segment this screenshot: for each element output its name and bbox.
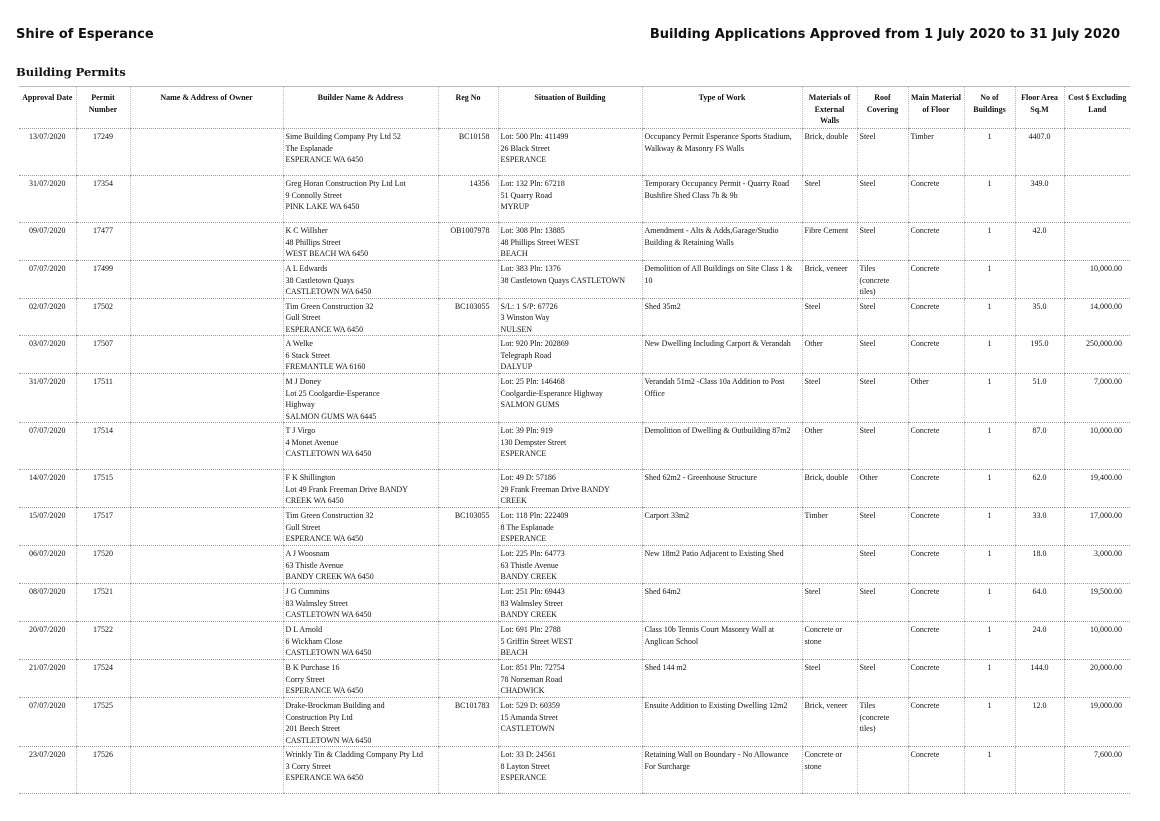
cell-approval-date: 06/07/2020 [19,546,76,584]
cell-approval-date: 07/07/2020 [19,261,76,299]
cell-permit-number: 17511 [76,374,130,423]
cell-no-of-buildings: 1 [964,336,1015,374]
cell-roof-covering [857,747,908,794]
cell-reg-no [438,374,498,423]
cell-builder: J G Cummins 83 Walmsley Street CASTLETOWN WA 6450 [283,584,438,622]
cell-roof-covering: Steel [857,508,908,546]
cell-owner [130,698,283,747]
cell-no-of-buildings: 1 [964,584,1015,622]
cell-approval-date: 31/07/2020 [19,374,76,423]
table-body [19,129,1130,794]
cell-cost [1064,176,1130,223]
cell-approval-date: 15/07/2020 [19,508,76,546]
cell-owner [130,298,283,336]
col-header-floor-material: Main Material of Floor [908,87,964,129]
cell-permit-number: 17521 [76,584,130,622]
cell-floor-area: 51.0 [1015,374,1064,423]
cell-roof-covering: Steel [857,298,908,336]
cell-owner [130,660,283,698]
cell-reg-no: BC103055 [438,298,498,336]
cell-builder: Tim Green Construction 32 Gull Street ESPERANCE WA 6450 [283,298,438,336]
cell-permit-number: 17515 [76,470,130,508]
cell-builder: Tim Green Construction 32 Gull Street ESPERANCE WA 6450 [283,508,438,546]
cell-approval-date: 21/07/2020 [19,660,76,698]
cell-no-of-buildings: 1 [964,223,1015,261]
cell-cost: 14,000.00 [1064,298,1130,336]
cell-floor-material: Concrete [908,660,964,698]
cell-type-of-work: Carport 33m2 [642,508,802,546]
cell-no-of-buildings: 1 [964,622,1015,660]
cell-floor-area: 64.0 [1015,584,1064,622]
cell-reg-no [438,622,498,660]
cell-situation: Lot: 500 Pln: 411499 26 Black Street ESPERANCE [498,129,642,176]
cell-floor-area [1015,261,1064,299]
cell-owner [130,176,283,223]
cell-situation: S/L: 1 S/P: 67726 3 Winston Way NULSEN [498,298,642,336]
cell-external-walls: Fibre Cement [802,223,857,261]
cell-approval-date: 07/07/2020 [19,698,76,747]
cell-permit-number: 17499 [76,261,130,299]
cell-roof-covering: Steel [857,129,908,176]
table-row [19,508,1130,546]
cell-floor-material: Concrete [908,470,964,508]
cell-reg-no: BC10158 [438,129,498,176]
cell-approval-date: 13/07/2020 [19,129,76,176]
cell-floor-material: Concrete [908,622,964,660]
cell-permit-number: 17522 [76,622,130,660]
cell-approval-date: 31/07/2020 [19,176,76,223]
cell-owner [130,747,283,794]
cell-floor-material: Concrete [908,698,964,747]
cell-situation: Lot: 691 Pln: 2788 5 Griffin Street WEST BEACH [498,622,642,660]
cell-permit-number: 17525 [76,698,130,747]
cell-floor-material: Concrete [908,508,964,546]
cell-roof-covering: Steel [857,176,908,223]
cell-external-walls: Concrete or stone [802,622,857,660]
cell-roof-covering: Steel [857,374,908,423]
cell-cost: 20,000.00 [1064,660,1130,698]
cell-roof-covering: Steel [857,660,908,698]
col-header-external-walls: Materials of External Walls [802,87,857,129]
cell-type-of-work: Retaining Wall on Boundary - No Allowance For Surcharge [642,747,802,794]
cell-builder: D L Arnold 6 Wickham Close CASTLETOWN WA 6450 [283,622,438,660]
cell-type-of-work: Shed 64m2 [642,584,802,622]
table-row [19,223,1130,261]
cell-roof-covering: Steel [857,336,908,374]
cell-owner [130,261,283,299]
cell-floor-area: 18.0 [1015,546,1064,584]
cell-floor-material: Concrete [908,176,964,223]
cell-no-of-buildings: 1 [964,374,1015,423]
cell-reg-no: BC101783 [438,698,498,747]
table-row [19,129,1130,176]
cell-owner [130,423,283,470]
cell-builder: F K Shillington Lot 49 Frank Freeman Drive BANDY CREEK WA 6450 [283,470,438,508]
cell-cost: 19,400.00 [1064,470,1130,508]
cell-external-walls: Steel [802,584,857,622]
cell-no-of-buildings: 1 [964,261,1015,299]
cell-reg-no [438,747,498,794]
cell-roof-covering: Steel [857,423,908,470]
cell-builder: B K Purchase 16 Corry Street ESPERANCE WA 6450 [283,660,438,698]
cell-reg-no: OB1007978 [438,223,498,261]
cell-floor-material: Other [908,374,964,423]
table-row [19,622,1130,660]
cell-external-walls: Brick, double [802,129,857,176]
table-row [19,470,1130,508]
col-header-permit-number: Permit Number [76,87,130,129]
cell-reg-no [438,660,498,698]
shire-title: Shire of Esperance [16,27,154,42]
cell-floor-area: 33.0 [1015,508,1064,546]
col-header-owner: Name & Address of Owner [130,87,283,129]
cell-situation: Lot: 225 Pln: 64773 63 Thistle Avenue BANDY CREEK [498,546,642,584]
cell-type-of-work: Shed 35m2 [642,298,802,336]
cell-no-of-buildings: 1 [964,660,1015,698]
cell-owner [130,584,283,622]
cell-builder: M J Doney Lot 25 Coolgardie-Esperance Highway SALMON GUMS WA 6445 [283,374,438,423]
cell-owner [130,336,283,374]
cell-floor-area: 12.0 [1015,698,1064,747]
cell-owner [130,546,283,584]
cell-floor-area: 4407.0 [1015,129,1064,176]
cell-permit-number: 17526 [76,747,130,794]
cell-floor-material: Concrete [908,336,964,374]
cell-external-walls: Steel [802,374,857,423]
permits-table [19,86,1130,794]
cell-reg-no [438,584,498,622]
cell-no-of-buildings: 1 [964,298,1015,336]
cell-permit-number: 17354 [76,176,130,223]
cell-cost: 10,000.00 [1064,423,1130,470]
cell-permit-number: 17477 [76,223,130,261]
cell-owner [130,508,283,546]
cell-external-walls: Concrete or stone [802,747,857,794]
cell-permit-number: 17520 [76,546,130,584]
cell-floor-material: Concrete [908,747,964,794]
cell-builder: Sime Building Company Pty Ltd 52 The Esplanade ESPERANCE WA 6450 [283,129,438,176]
cell-floor-material: Concrete [908,223,964,261]
cell-builder: Wrinkly Tin & Cladding Company Pty Ltd 3 Corry Street ESPERANCE WA 6450 [283,747,438,794]
cell-no-of-buildings: 1 [964,747,1015,794]
cell-no-of-buildings: 1 [964,546,1015,584]
cell-reg-no: 14356 [438,176,498,223]
cell-situation: Lot: 132 Pln: 67218 51 Quarry Road MYRUP [498,176,642,223]
cell-situation: Lot: 251 Pln: 69443 83 Walmsley Street BANDY CREEK [498,584,642,622]
cell-cost: 10,000.00 [1064,622,1130,660]
report-title: Building Applications Approved from 1 July 2020 to 31 July 2020 [649,27,1120,42]
table-row [19,747,1130,794]
cell-floor-area: 62.0 [1015,470,1064,508]
cell-floor-area: 349.0 [1015,176,1064,223]
cell-type-of-work: Ensuite Addition to Existing Dwelling 12m2 [642,698,802,747]
cell-type-of-work: Demolition of Dwelling & Outbuilding 87m2 [642,423,802,470]
cell-reg-no: BC103055 [438,508,498,546]
cell-floor-area: 35.0 [1015,298,1064,336]
cell-type-of-work: Shed 144 m2 [642,660,802,698]
table-row [19,336,1130,374]
cell-floor-material: Concrete [908,546,964,584]
section-title: Building Permits [16,65,126,79]
cell-approval-date: 14/07/2020 [19,470,76,508]
cell-roof-covering: Steel [857,584,908,622]
cell-permit-number: 17507 [76,336,130,374]
cell-external-walls: Steel [802,298,857,336]
cell-floor-area: 144.0 [1015,660,1064,698]
cell-roof-covering [857,622,908,660]
cell-situation: Lot: 25 Pln: 146468 Coolgardie-Esperance Highway SALMON GUMS [498,374,642,423]
cell-reg-no [438,546,498,584]
cell-type-of-work: Verandah 51m2 -Class 10a Addition to Post Office [642,374,802,423]
table-row [19,261,1130,299]
cell-type-of-work: New Dwelling Including Carport & Verandah [642,336,802,374]
cell-cost: 19,000.00 [1064,698,1130,747]
cell-situation: Lot: 33 D: 24561 8 Layton Street ESPERANCE [498,747,642,794]
cell-builder: K C Willsher 48 Phillips Street WEST BEACH WA 6450 [283,223,438,261]
cell-owner [130,374,283,423]
col-header-situation: Situation of Building [498,87,642,129]
table-row [19,546,1130,584]
cell-type-of-work: Occupancy Permit Esperance Sports Stadium, Walkway & Masonry FS Walls [642,129,802,176]
cell-floor-area [1015,747,1064,794]
cell-cost: 3,000.00 [1064,546,1130,584]
cell-floor-area: 42.0 [1015,223,1064,261]
cell-situation: Lot: 118 Pln: 222409 8 The Esplanade ESPERANCE [498,508,642,546]
cell-external-walls: Other [802,423,857,470]
cell-external-walls: Steel [802,176,857,223]
cell-approval-date: 02/07/2020 [19,298,76,336]
cell-builder: A Welke 6 Stack Street FREMANTLE WA 6160 [283,336,438,374]
cell-floor-material: Concrete [908,584,964,622]
cell-owner [130,622,283,660]
cell-situation: Lot: 920 Pln: 202869 Telegraph Road DALYUP [498,336,642,374]
cell-owner [130,470,283,508]
cell-permit-number: 17524 [76,660,130,698]
cell-cost: 250,000.00 [1064,336,1130,374]
cell-external-walls: Brick, veneer [802,261,857,299]
cell-cost [1064,223,1130,261]
cell-approval-date: 03/07/2020 [19,336,76,374]
cell-floor-material: Concrete [908,423,964,470]
cell-permit-number: 17249 [76,129,130,176]
cell-builder: Greg Horan Construction Pty Ltd Lot 9 Connolly Street PINK LAKE WA 6450 [283,176,438,223]
cell-external-walls: Brick, double [802,470,857,508]
cell-roof-covering: Steel [857,546,908,584]
cell-approval-date: 09/07/2020 [19,223,76,261]
cell-floor-material: Timber [908,129,964,176]
cell-reg-no [438,423,498,470]
cell-roof-covering: Tiles (concrete tiles) [857,261,908,299]
col-header-approval-date: Approval Date [19,87,76,129]
cell-reg-no [438,336,498,374]
cell-cost: 10,000.00 [1064,261,1130,299]
cell-roof-covering: Tiles (concrete tiles) [857,698,908,747]
cell-type-of-work: Demolition of All Buildings on Site Class 1 & 10 [642,261,802,299]
cell-roof-covering: Other [857,470,908,508]
cell-external-walls [802,546,857,584]
cell-floor-area: 195.0 [1015,336,1064,374]
cell-no-of-buildings: 1 [964,176,1015,223]
cell-reg-no [438,261,498,299]
cell-roof-covering: Steel [857,223,908,261]
table-row [19,298,1130,336]
cell-floor-area: 24.0 [1015,622,1064,660]
col-header-builder: Builder Name & Address [283,87,438,129]
cell-builder: A L Edwards 38 Castletown Quays CASTLETOWN WA 6450 [283,261,438,299]
cell-approval-date: 20/07/2020 [19,622,76,660]
cell-type-of-work: New 18m2 Patio Adjacent to Existing Shed [642,546,802,584]
cell-builder: Drake-Brockman Building and Construction Pty Ltd 201 Beech Street CASTLETOWN WA 6450 [283,698,438,747]
cell-builder: A J Woosnam 63 Thistle Avenue BANDY CREEK WA 6450 [283,546,438,584]
col-header-roof-covering: Roof Covering [857,87,908,129]
cell-type-of-work: Shed 62m2 - Greenhouse Structure [642,470,802,508]
cell-no-of-buildings: 1 [964,508,1015,546]
cell-situation: Lot: 851 Pln: 72754 78 Norseman Road CHADWICK [498,660,642,698]
cell-external-walls: Timber [802,508,857,546]
cell-owner [130,223,283,261]
cell-situation: Lot: 39 Pln: 919 130 Dempster Street ESPERANCE [498,423,642,470]
cell-floor-material: Concrete [908,298,964,336]
cell-permit-number: 17517 [76,508,130,546]
table-row [19,584,1130,622]
table-row [19,698,1130,747]
cell-owner [130,129,283,176]
cell-floor-material: Concrete [908,261,964,299]
cell-approval-date: 07/07/2020 [19,423,76,470]
col-header-floor-area: Floor Area Sq.M [1015,87,1064,129]
cell-cost: 7,000.00 [1064,374,1130,423]
col-header-no-of-buildings: No of Buildings [964,87,1015,129]
cell-approval-date: 08/07/2020 [19,584,76,622]
cell-reg-no [438,470,498,508]
cell-situation: Lot: 383 Pln: 1376 38 Castletown Quays CASTLETOWN [498,261,642,299]
cell-situation: Lot: 308 Pln: 13885 48 Phillips Street WEST BEACH [498,223,642,261]
col-header-cost: Cost $ Excluding Land [1064,87,1130,129]
cell-permit-number: 17502 [76,298,130,336]
cell-type-of-work: Class 10b Tennis Court Masonry Wall at Anglican School [642,622,802,660]
cell-situation: Lot: 529 D: 60359 15 Amanda Street CASTLETOWN [498,698,642,747]
cell-external-walls: Steel [802,660,857,698]
table-header-row [19,87,1130,129]
table-row [19,374,1130,423]
cell-floor-area: 87.0 [1015,423,1064,470]
cell-cost: 17,000.00 [1064,508,1130,546]
cell-no-of-buildings: 1 [964,129,1015,176]
cell-no-of-buildings: 1 [964,698,1015,747]
cell-external-walls: Brick, veneer [802,698,857,747]
cell-no-of-buildings: 1 [964,470,1015,508]
cell-type-of-work: Amendment - Alts & Adds,Garage/Studio Building & Retaining Walls [642,223,802,261]
table-row [19,423,1130,470]
cell-type-of-work: Temporary Occupancy Permit - Quarry Road Bushfire Shed Class 7b & 9b [642,176,802,223]
col-header-type-of-work: Type of Work [642,87,802,129]
cell-approval-date: 23/07/2020 [19,747,76,794]
cell-no-of-buildings: 1 [964,423,1015,470]
table-row [19,660,1130,698]
col-header-reg-no: Reg No [438,87,498,129]
cell-external-walls: Other [802,336,857,374]
table-row [19,176,1130,223]
cell-cost: 19,500.00 [1064,584,1130,622]
cell-cost: 7,600.00 [1064,747,1130,794]
cell-cost [1064,129,1130,176]
cell-situation: Lot: 49 D: 57186 29 Frank Freeman Drive BANDY CREEK [498,470,642,508]
cell-builder: T J Virgo 4 Monet Avenue CASTLETOWN WA 6450 [283,423,438,470]
cell-permit-number: 17514 [76,423,130,470]
